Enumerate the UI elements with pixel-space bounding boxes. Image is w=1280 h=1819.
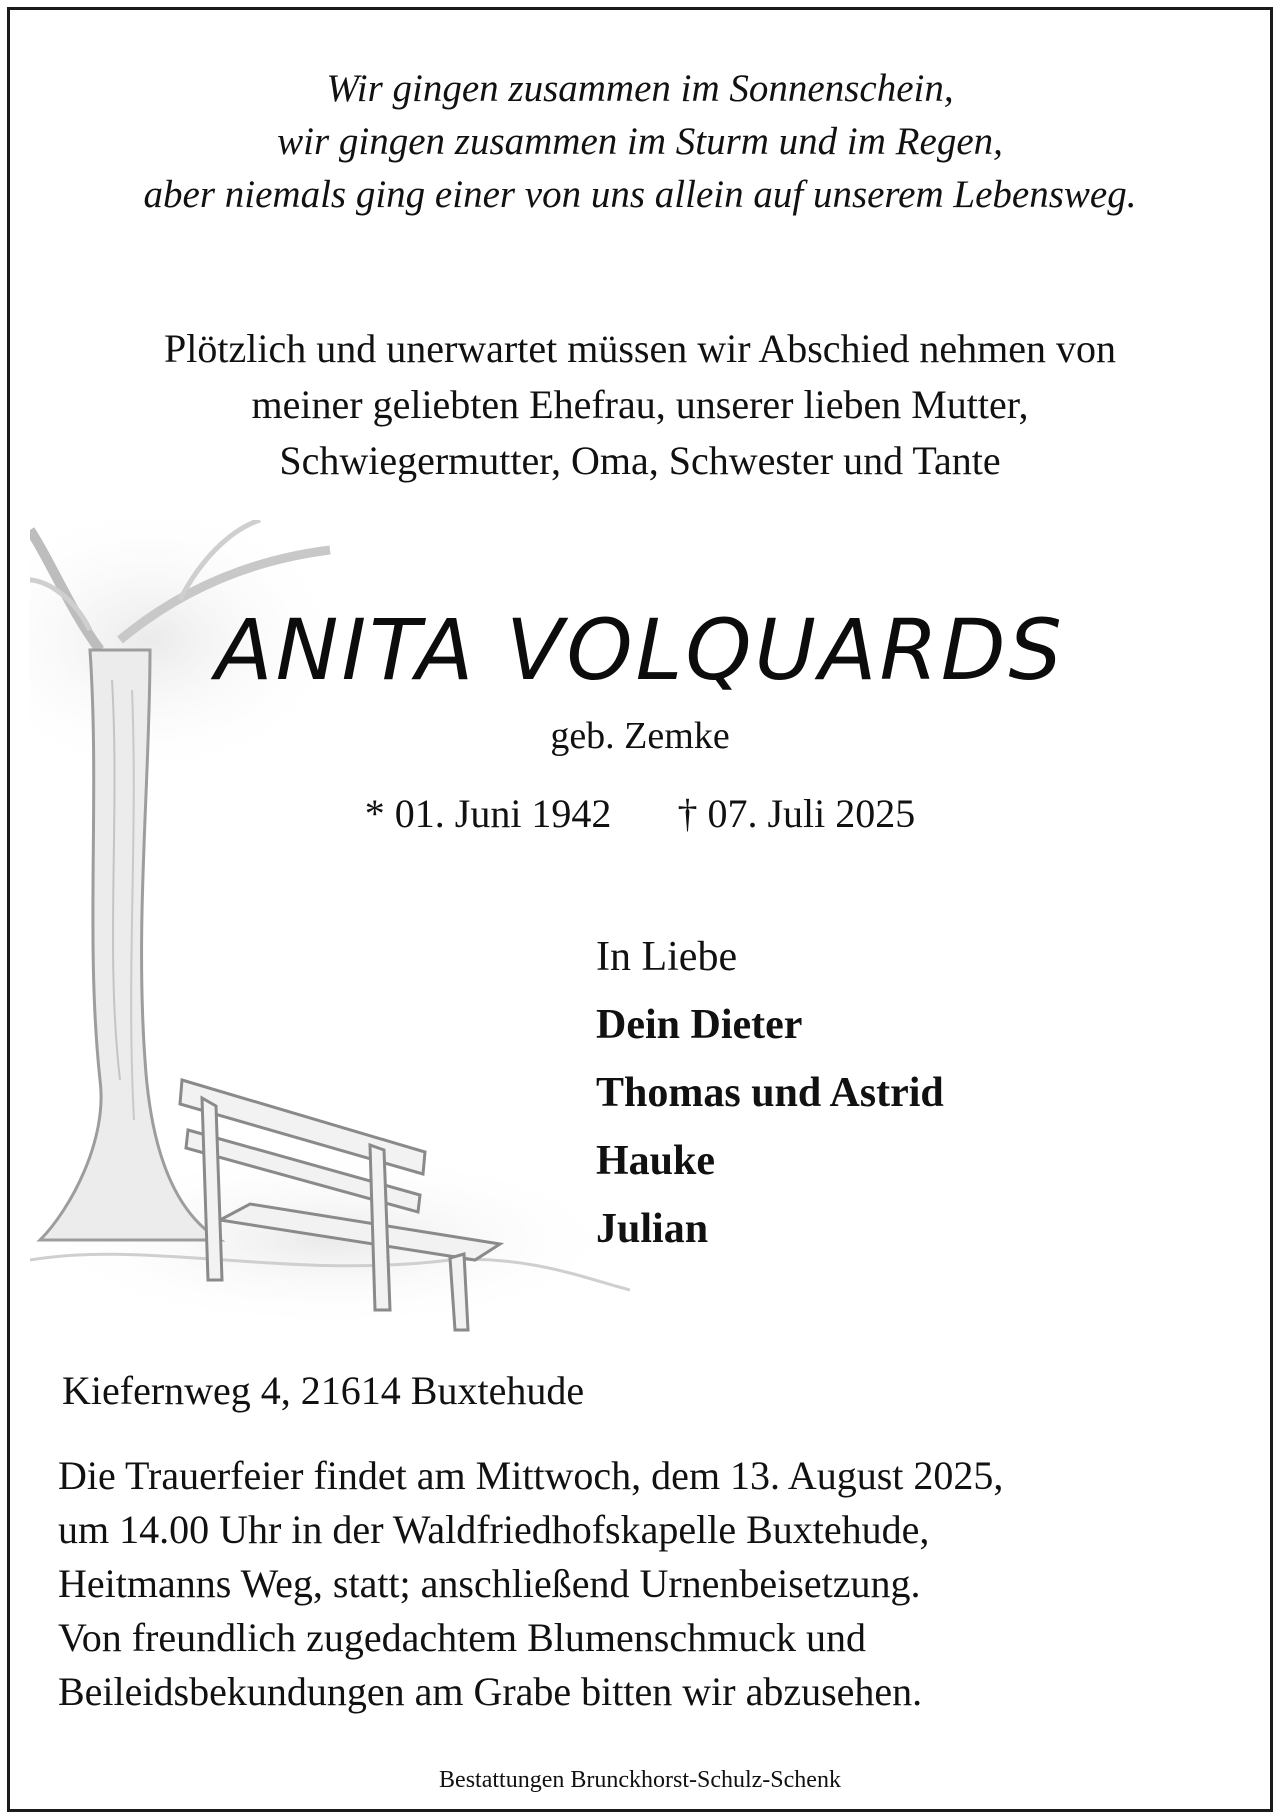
deceased-name: ANITA VOLQUARDS — [215, 601, 1065, 699]
birth-date: * 01. Juni 1942 — [364, 791, 612, 836]
mourner: Hauke — [596, 1138, 716, 1184]
ceremony-line: Heitmanns Weg, statt; anschließend Urnenbeisetzung. — [58, 1561, 921, 1606]
funeral-home: Bestattungen Brunckhorst-Schulz-Schenk — [439, 1767, 841, 1793]
poem — [0, 62, 1280, 221]
ceremony-line: um 14.00 Uhr in der Waldfriedhofskapelle Buxtehude, — [58, 1507, 930, 1552]
intro-line: meiner geliebten Ehefrau, unserer lieben Mutter, — [251, 382, 1029, 427]
mourner: Julian — [596, 1206, 709, 1252]
intro-text — [0, 321, 1280, 489]
poem-line: Wir gingen zusammen im Sonnenschein, — [326, 67, 954, 110]
poem-line: aber niemals ging einer von uns allein auf unserem Lebensweg. — [143, 173, 1137, 216]
ceremony-line: Beileidsbekundungen am Grabe bitten wir abzusehen. — [58, 1669, 923, 1714]
mourner: Dein Dieter — [596, 1002, 803, 1048]
mourner: Thomas und Astrid — [596, 1070, 944, 1116]
death-date: † 07. Juli 2025 — [677, 791, 916, 836]
greeting: In Liebe — [596, 934, 738, 980]
ceremony-line: Die Trauerfeier findet am Mittwoch, dem 13. August 2025, — [58, 1453, 1004, 1498]
life-dates — [0, 788, 1280, 840]
maiden-name: geb. Zemke — [550, 715, 730, 757]
mourners — [596, 923, 944, 1263]
intro-line: Plötzlich und unerwartet müssen wir Abschied nehmen von — [163, 326, 1117, 371]
intro-line: Schwiegermutter, Oma, Schwester und Tante — [279, 438, 1001, 483]
poem-line: wir gingen zusammen im Sturm und im Regen, — [277, 120, 1003, 163]
address: Kiefernweg 4, 21614 Buxtehude — [62, 1368, 585, 1413]
ceremony-info — [58, 1449, 1003, 1719]
ceremony-line: Von freundlich zugedachtem Blumenschmuck und — [58, 1615, 866, 1660]
